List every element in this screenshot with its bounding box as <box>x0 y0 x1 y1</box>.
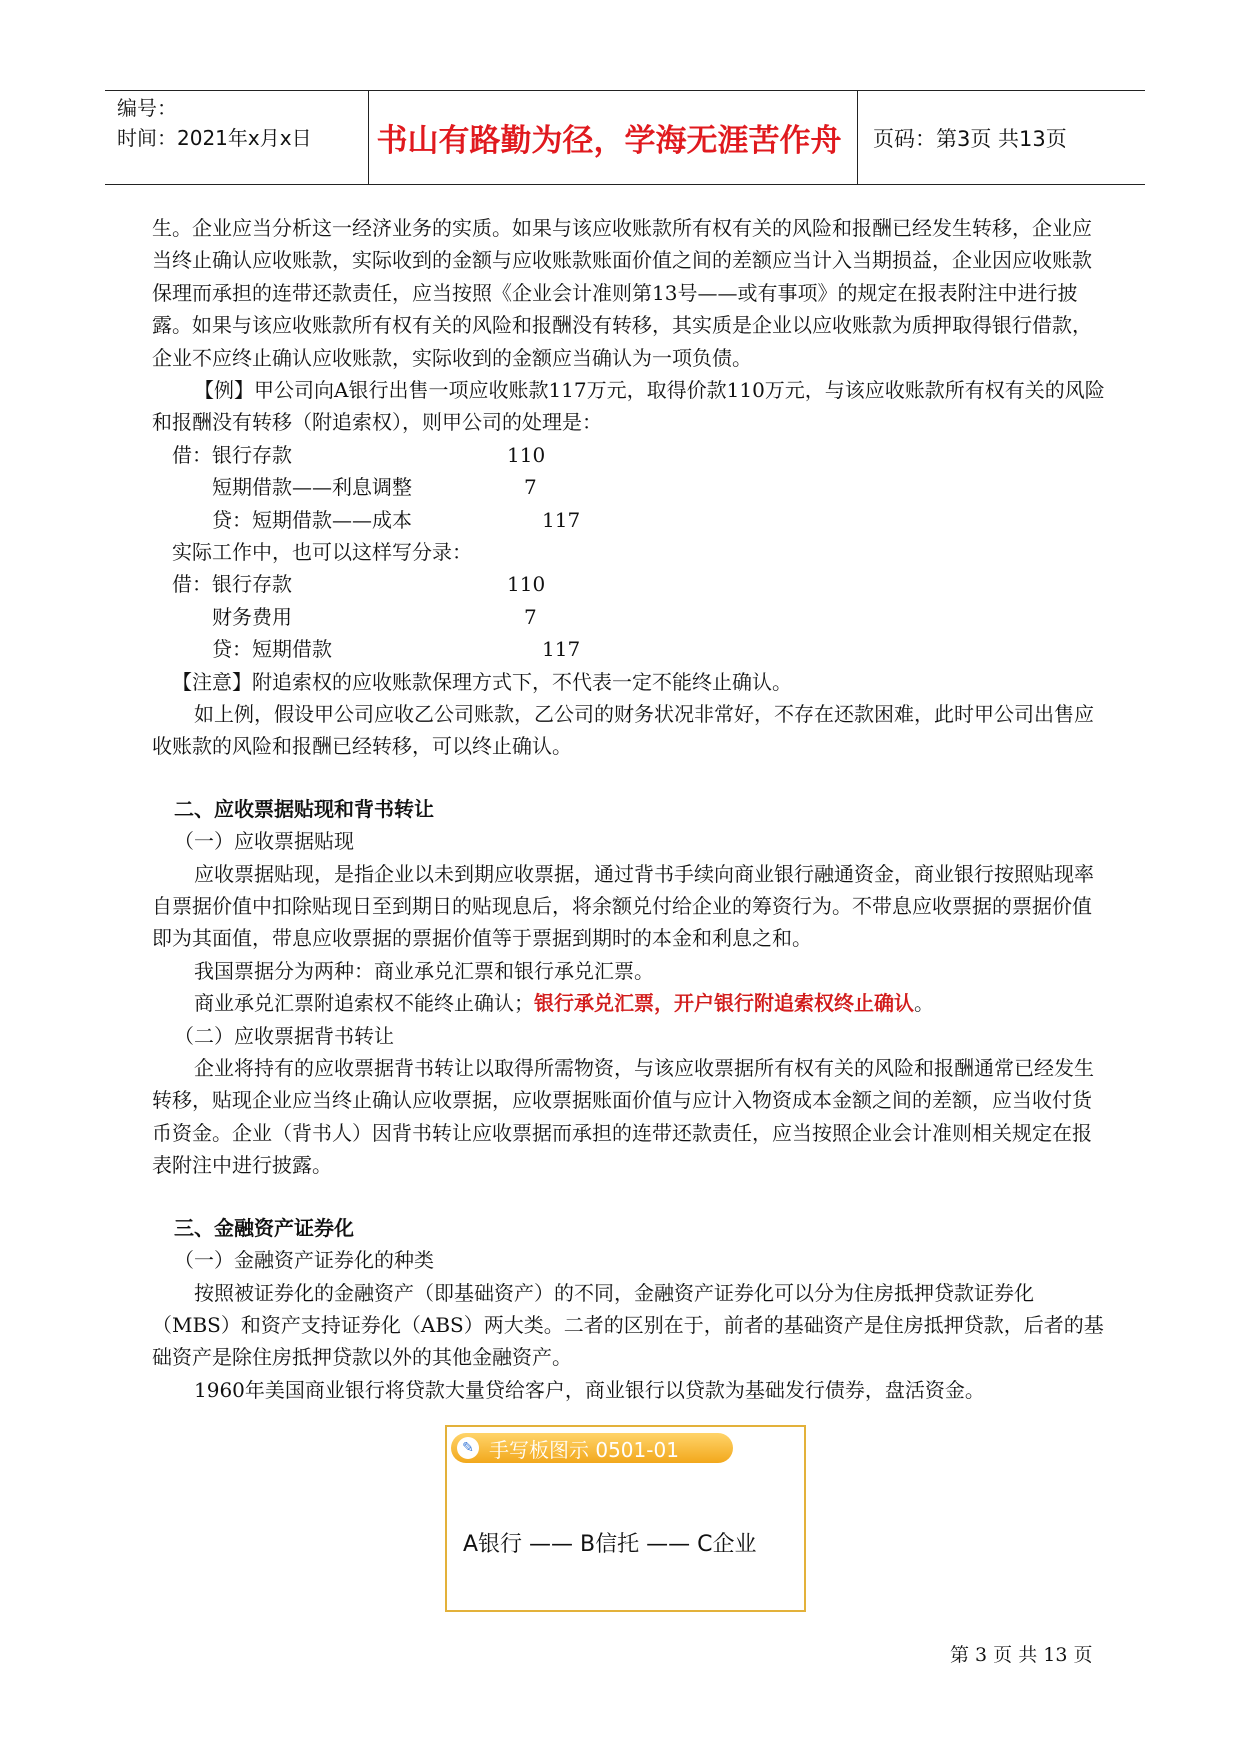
document-body <box>152 212 1107 1406</box>
paragraph: 如上例，假设甲公司应收乙公司账款，乙公司的财务状况非常好，不存在还款困难，此时甲公司出售应收账款的风险和报酬已经转移，可以终止确认。 <box>152 702 1094 759</box>
subsection-heading: （一）应收票据贴现 <box>174 829 354 854</box>
paragraph <box>152 987 1107 1019</box>
header-time: 时间：2021年x月x日 <box>117 126 312 150</box>
panel-flow-text: A银行 —— B信托 —— C企业 <box>463 1532 757 1557</box>
paragraph: 实际工作中，也可以这样写分录： <box>172 540 472 565</box>
pen-icon: ✎ <box>457 1437 479 1459</box>
text-highlight: 银行承兑汇票，开户银行附追索权终止确认 <box>534 991 914 1016</box>
entry-label: 贷：短期借款 <box>212 637 332 662</box>
page-footer: 第 3 页 共 13 页 <box>950 1644 1093 1666</box>
entry-amount: 110 <box>507 572 546 597</box>
panel-tag <box>451 1433 733 1463</box>
journal-entry-row <box>152 601 1107 633</box>
entry-label: 借：银行存款 <box>172 442 292 467</box>
section-heading: 二、应收票据贴现和背书转让 <box>174 796 434 821</box>
header-motto: 书山有路勤为径，学海无涯苦作舟 <box>376 123 842 159</box>
subsection-heading: （二）应收票据背书转让 <box>174 1023 394 1048</box>
subsection-heading: （一）金融资产证券化的种类 <box>174 1248 434 1273</box>
header-page: 页码：第3页 共13页 <box>873 126 1067 151</box>
handwriting-panel <box>445 1425 806 1612</box>
text-normal: 。 <box>914 991 934 1016</box>
header-number: 编号： <box>117 96 177 120</box>
page-header <box>105 90 1145 185</box>
paragraph: 1960年美国商业银行将贷款大量贷给客户，商业银行以贷款为基础发行债券，盘活资金。 <box>194 1377 985 1402</box>
paragraph: 企业将持有的应收票据背书转让以取得所需物资，与该应收票据所有权有关的风险和报酬通常已经发生转移，贴现企业应当终止确认应收票据，应收票据账面价值与应计入物资成本金额之间的差额，应当收付货币资金。企业（背书人）因背书转让应收票据而承担的连带还款责任，应当按照企业会计准则相关规定在报表附注中进行披露。 <box>152 1056 1094 1178</box>
journal-entry-row <box>152 568 1107 600</box>
journal-entry-row <box>152 439 1107 471</box>
example-paragraph: 【例】甲公司向A银行出售一项应收账款117万元，取得价款110万元，与该应收账款所有权有关的风险和报酬没有转移（附追索权），则甲公司的处理是： <box>152 378 1105 435</box>
section-heading: 三、金融资产证券化 <box>174 1215 354 1240</box>
note-paragraph: 【注意】附追索权的应收账款保理方式下，不代表一定不能终止确认。 <box>172 669 792 694</box>
entry-amount: 117 <box>542 507 581 532</box>
entry-label: 贷：短期借款——成本 <box>212 507 412 532</box>
journal-entry-row <box>152 633 1107 665</box>
entry-label: 短期借款——利息调整 <box>212 475 412 500</box>
entry-amount: 7 <box>524 604 537 629</box>
paragraph: 按照被证券化的金融资产（即基础资产）的不同，金融资产证券化可以分为住房抵押贷款证券化（MBS）和资产支持证券化（ABS）两大类。二者的区别在于，前者的基础资产是住房抵押贷款，后者的基础资产是除住房抵押贷款以外的其他金融资产。 <box>152 1280 1104 1370</box>
paragraph: 应收票据贴现，是指企业以未到期应收票据，通过背书手续向商业银行融通资金，商业银行按照贴现率自票据价值中扣除贴现日至到期日的贴现息后，将余额兑付给企业的筹资行为。不带息应收票据的票据价值即为其面值，带息应收票据的票据价值等于票据到期时的本金和利息之和。 <box>152 861 1094 951</box>
paragraph: 生。企业应当分析这一经济业务的实质。如果与该应收账款所有权有关的风险和报酬已经发生转移，企业应当终止确认应收账款，实际收到的金额与应收账款账面价值之间的差额应当计入当期损益，企业因应收账款保理而承担的连带还款责任，应当按照《企业会计准则第13号——或有事项》的规定在报表附注中进行披露。如果与该应收账款所有权有关的风险和报酬没有转移，其实质是企业以应收账款为质押取得银行借款，企业不应终止确认应收账款，实际收到的金额应当确认为一项负债。 <box>152 216 1092 370</box>
entry-label: 借：银行存款 <box>172 572 292 597</box>
text-normal: 商业承兑汇票附追索权不能终止确认； <box>194 991 534 1016</box>
paragraph: 我国票据分为两种：商业承兑汇票和银行承兑汇票。 <box>194 958 654 983</box>
entry-amount: 117 <box>542 637 581 662</box>
journal-entry-row <box>152 471 1107 503</box>
header-meta <box>117 93 362 181</box>
journal-entry-row <box>152 504 1107 536</box>
entry-amount: 110 <box>507 442 546 467</box>
header-divider <box>857 91 858 184</box>
entry-amount: 7 <box>524 475 537 500</box>
entry-label: 财务费用 <box>212 604 292 629</box>
panel-tag-label: 手写板图示 0501-01 <box>489 1437 679 1462</box>
